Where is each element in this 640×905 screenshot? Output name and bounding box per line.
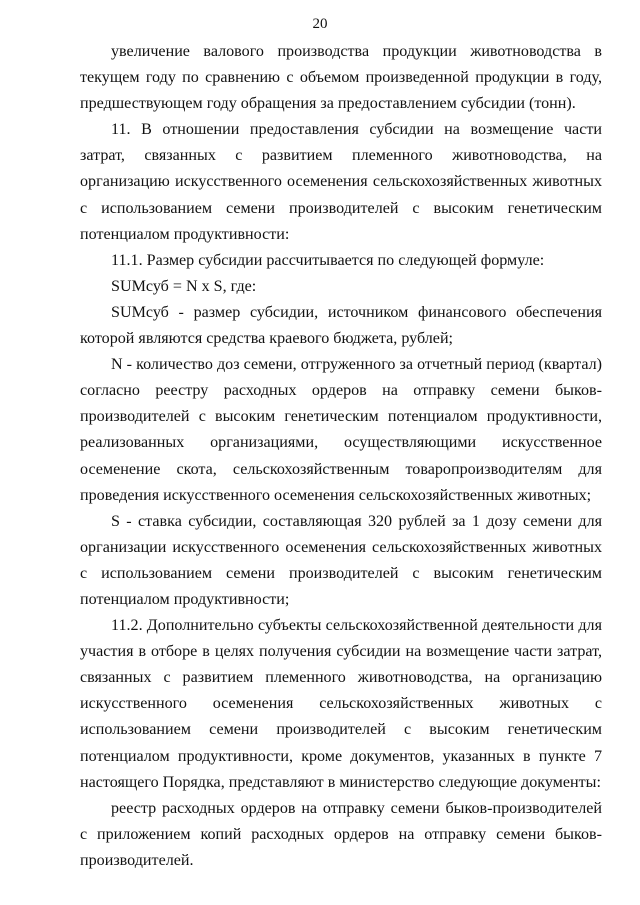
- paragraph-definition-s: S - ставка субсидии, составляющая 320 рублей за 1 дозу семени для организации искусственного осеменения сельскохозяйственных животных с использованием семени производителей с высоким генетическим потенциалом продуктивности;: [80, 512, 602, 608]
- page-number: 20: [312, 16, 328, 32]
- paragraph-item-11-2: 11.2. Дополнительно субъекты сельскохозяйственной деятельности для участия в отборе в целях получения субсидии на возмещение части затрат, связанных с развитием племенного животноводства, на организацию искусственного осеменения сельскохозяйственных животных с использованием семени производителей с высоким генетическим потенциалом продуктивности, кроме документов, указанных в пункте 7 настоящего Порядка, представляют в министерство следующие документы:: [80, 617, 602, 791]
- paragraph-definition-sumsub: SUMсуб - размер субсидии, источником финансового обеспечения которой являются средства краевого бюджета, рублей;: [80, 303, 602, 348]
- paragraph-formula: SUMсуб = N x S, где:: [111, 277, 257, 295]
- paragraph-definition-n: N - количество доз семени, отгруженного за отчетный период (квартал) согласно реестру расходных ордеров на отправку семени быков-производителей с высоким генетическим потенциалом продуктивности, реализованных организациями, осуществляющими искусственное осеменение скота, сельскохозяйственным товаропроизводителям для проведения искусственного осеменения сельскохозяйственных животных;: [80, 356, 602, 504]
- paragraph-registry: реестр расходных ордеров на отправку семени быков-производителей с приложением копий расходных ордеров на отправку семени быков-производителей.: [80, 799, 602, 869]
- paragraph-item-11: 11. В отношении предоставления субсидии на возмещение части затрат, связанных с развитием племенного животноводства, на организацию искусственного осеменения сельскохозяйственных животных с использованием семени производителей с высоким генетическим потенциалом продуктивности:: [80, 121, 602, 243]
- paragraph-item-11-1: 11.1. Размер субсидии рассчитывается по следующей формуле:: [111, 251, 545, 269]
- paragraph-continuation: увеличение валового производства продукции животноводства в текущем году по сравнению с объемом произведенной продукции в году, предшествующем году обращения за предоставлением субсидии (тонн).: [80, 43, 602, 113]
- document-body: [80, 39, 602, 874]
